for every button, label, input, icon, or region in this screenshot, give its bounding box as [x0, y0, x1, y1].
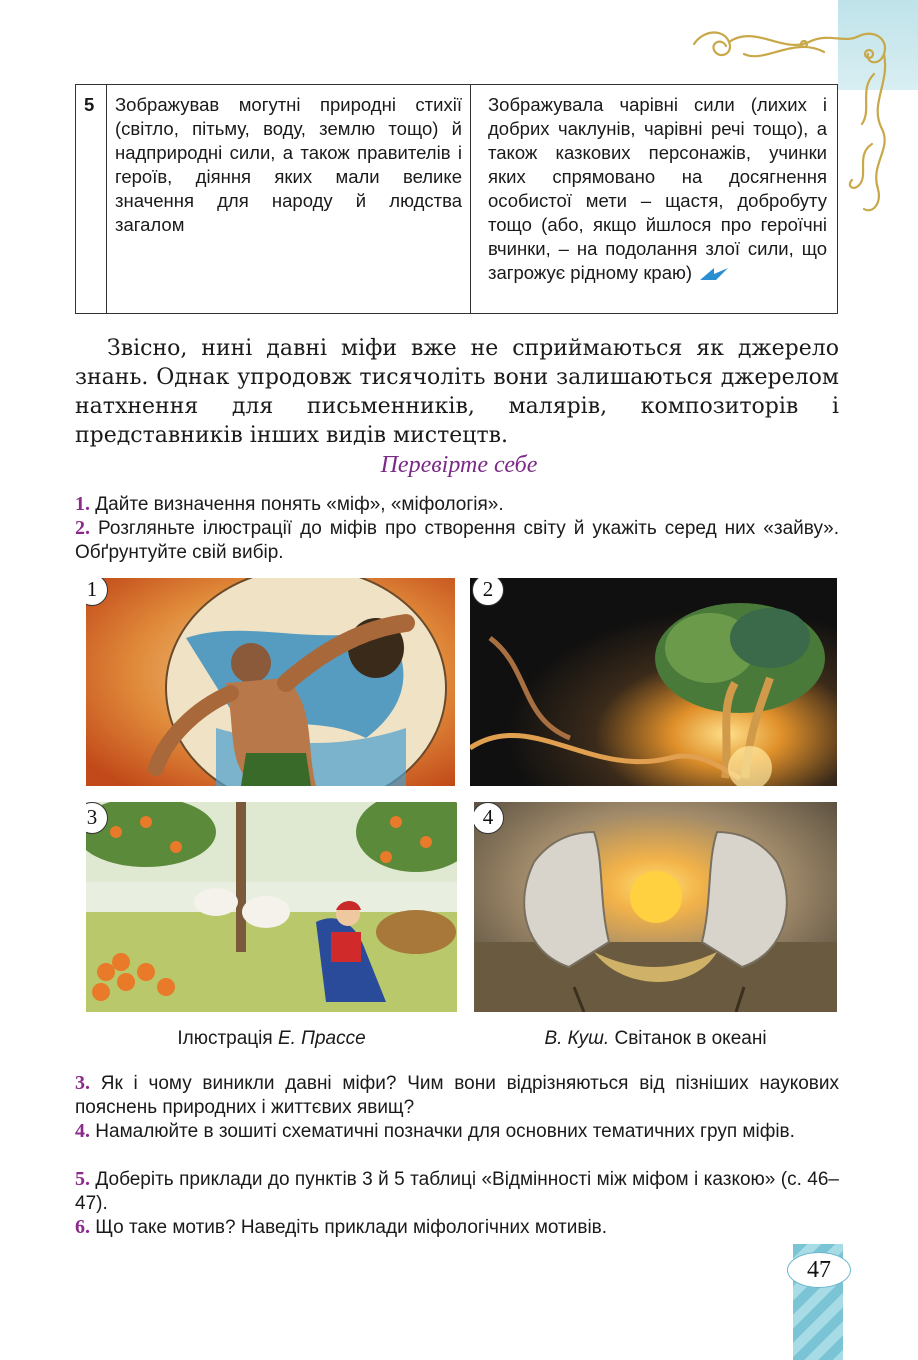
question-number: 2.	[75, 517, 90, 539]
question-number: 6.	[75, 1216, 90, 1238]
question-number: 5.	[75, 1168, 90, 1190]
body-paragraph: Звісно, нині давні міфи вже не сприймаються як джерело знань. Однак упродовж тисячоліть вони залишаються джерелом натхнення для письменників, малярів, композиторів і представників інших видів мистецтв.	[75, 336, 839, 448]
question-text: Доберіть приклади до пунктів 3 й 5 таблиці «Відмінності між міфом і казкою» (с. 46–47).	[75, 1169, 840, 1214]
question-text: Дайте визначення понять «міф», «міфологія».	[95, 494, 504, 515]
question-1	[75, 492, 839, 517]
section-title: Перевірте себе	[380, 452, 538, 478]
question-number: 4.	[75, 1120, 90, 1142]
illustration-3	[86, 802, 457, 1012]
question-2	[75, 516, 839, 565]
illustration-2-image	[470, 578, 837, 786]
end-mark-icon	[700, 266, 728, 282]
table-row	[76, 85, 838, 314]
caption-prefix: Ілюстрація	[177, 1028, 278, 1049]
caption-author: В. Куш.	[544, 1028, 610, 1049]
comparison-table	[75, 84, 838, 314]
row-number: 5	[76, 85, 107, 314]
illustration-3-image	[86, 802, 457, 1012]
question-text: Що таке мотив? Наведіть приклади міфологічних мотивів.	[95, 1217, 608, 1238]
question-number: 1.	[75, 493, 90, 515]
myth-cell: Зображував могутні природні стихії (світло, пітьму, воду, землю тощо) й надприродні сили, а також правителів і героїв, діяння яких мали велике значення для народу й людства загалом	[107, 85, 471, 314]
question-4	[75, 1119, 839, 1144]
illustration-1	[86, 578, 455, 786]
question-text: Намалюйте в зошиті схематичні позначки для основних тематичних груп міфів.	[95, 1121, 795, 1142]
tale-cell-text: Зображувала чарівні сили (лихих і добрих чаклунів, чарівні речі тощо), а також казкових персонажів, учинки яких спрямовано на досягнення особистої мети – щастя, добробуту тощо (або, якщо йшлося про героїчні вчинки, – на подолання злої сили, що загрожує рідному краю)	[488, 94, 827, 283]
illustration-4	[474, 802, 837, 1012]
question-6	[75, 1215, 839, 1240]
illustration-badge: 4	[474, 802, 504, 834]
illustration-badge: 1	[86, 578, 108, 606]
tale-cell	[471, 85, 838, 314]
illustration-1-image	[86, 578, 455, 786]
illustration-4-image	[474, 802, 837, 1012]
question-number: 3.	[75, 1072, 90, 1094]
caption-author: Е. Прассе	[277, 1028, 366, 1049]
illustration-badge: 2	[472, 578, 504, 606]
question-3	[75, 1071, 839, 1120]
caption-title: Світанок в океані	[609, 1028, 767, 1049]
caption-right	[474, 1028, 837, 1050]
question-5	[75, 1167, 839, 1216]
caption-left	[86, 1028, 457, 1050]
page-number: 47	[787, 1252, 851, 1288]
illustration-2	[470, 578, 837, 786]
illustration-badge: 3	[86, 802, 108, 834]
question-text: Як і чому виникли давні міфи? Чим вони відрізняються від пізніших наукових пояснень природних і життєвих явищ?	[75, 1073, 839, 1118]
question-text: Розгляньте ілюстрації до міфів про створення світу й укажіть серед них «зайву». Обґрунтуйте свій вибір.	[75, 518, 839, 563]
